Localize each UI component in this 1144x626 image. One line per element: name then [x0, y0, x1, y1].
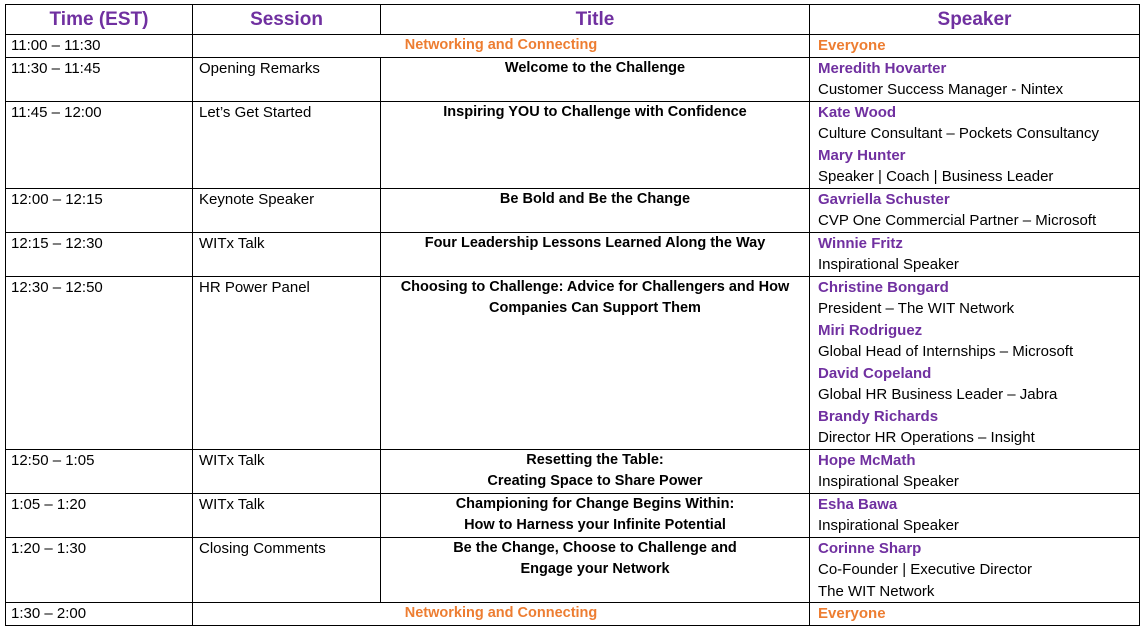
table-row — [6, 57, 1140, 101]
speaker-cell — [810, 188, 1140, 232]
speaker-name: Esha Bawa — [818, 495, 898, 513]
title-line: Be Bold and Be the Change — [499, 190, 691, 207]
title-cell — [381, 493, 810, 537]
title-cell: Networking and Connecting — [193, 603, 810, 626]
title-line: Welcome to the Challenge — [504, 59, 686, 76]
time-cell: 1:20 – 1:30 — [6, 537, 193, 603]
time-cell: 12:15 – 12:30 — [6, 232, 193, 276]
title-cell — [381, 101, 810, 188]
title-line: How to Harness your Infinite Potential — [464, 517, 726, 533]
session-cell: Keynote Speaker — [193, 188, 381, 232]
speaker-role: Customer Success Manager - Nintex — [818, 81, 1064, 98]
speaker-role: Global Head of Internships – Microsoft — [818, 343, 1074, 360]
table-row — [6, 35, 1140, 58]
table-row — [6, 493, 1140, 537]
speaker-cell — [810, 537, 1140, 603]
speaker-cell — [810, 449, 1140, 493]
title-line: Companies Can Support Them — [489, 300, 701, 316]
title-line: Be the Change, Choose to Challenge and — [453, 539, 737, 556]
time-cell: 12:30 – 12:50 — [6, 276, 193, 449]
header-time: Time (EST) — [6, 5, 193, 35]
speaker-role: The WIT Network — [818, 582, 935, 600]
speaker-cell — [810, 276, 1140, 449]
title-line: Championing for Change Begins Within: — [455, 495, 735, 512]
table-row — [6, 276, 1140, 449]
title-line: Engage your Network — [520, 561, 670, 577]
speaker-name: Kate Wood — [818, 103, 897, 121]
title-cell: Networking and Connecting — [193, 35, 810, 58]
speaker-name: Winnie Fritz — [818, 234, 903, 252]
speaker-name: Mary Hunter — [818, 146, 906, 164]
speaker-cell — [810, 232, 1140, 276]
header-row — [6, 5, 1140, 35]
speaker-name: Gavriella Schuster — [818, 190, 950, 208]
speaker-name: Miri Rodriguez — [818, 321, 923, 339]
speaker-name: Brandy Richards — [818, 407, 939, 425]
title-cell — [381, 276, 810, 449]
speaker-cell — [810, 57, 1140, 101]
speaker-name: Everyone — [818, 37, 886, 54]
title-cell — [381, 232, 810, 276]
table-row — [6, 101, 1140, 188]
agenda-table — [5, 4, 1140, 626]
speaker-name: Corinne Sharp — [818, 539, 922, 557]
title-line: Choosing to Challenge: Advice for Challengers and How — [400, 278, 790, 295]
session-cell: HR Power Panel — [193, 276, 381, 449]
table-row — [6, 449, 1140, 493]
table-row — [6, 232, 1140, 276]
speaker-name: David Copeland — [818, 364, 932, 382]
speaker-role: CVP One Commercial Partner – Microsoft — [818, 212, 1097, 229]
session-cell: Closing Comments — [193, 537, 381, 603]
speaker-role: Inspirational Speaker — [818, 517, 959, 534]
title-cell — [381, 537, 810, 603]
speaker-role: Culture Consultant – Pockets Consultancy — [818, 125, 1099, 142]
table-row — [6, 537, 1140, 603]
header-session: Session — [193, 5, 381, 35]
speaker-cell — [810, 493, 1140, 537]
title-cell — [381, 188, 810, 232]
speaker-role: Inspirational Speaker — [818, 256, 959, 273]
time-cell: 11:45 – 12:00 — [6, 101, 193, 188]
table-row — [6, 603, 1140, 626]
speaker-role: Director HR Operations – Insight — [818, 429, 1035, 446]
time-cell: 1:05 – 1:20 — [6, 493, 193, 537]
title-cell — [381, 449, 810, 493]
session-cell: WITx Talk — [193, 493, 381, 537]
session-cell: Opening Remarks — [193, 57, 381, 101]
session-cell: Let’s Get Started — [193, 101, 381, 188]
title-line: Creating Space to Share Power — [487, 473, 703, 489]
time-cell: 1:30 – 2:00 — [6, 603, 193, 626]
header-speaker: Speaker — [810, 5, 1140, 35]
time-cell: 12:00 – 12:15 — [6, 188, 193, 232]
table-row — [6, 188, 1140, 232]
session-cell: WITx Talk — [193, 232, 381, 276]
title-cell — [381, 57, 810, 101]
time-cell: 12:50 – 1:05 — [6, 449, 193, 493]
speaker-role: Global HR Business Leader – Jabra — [818, 386, 1058, 403]
speaker-role: Inspirational Speaker — [818, 473, 959, 490]
speaker-role: President – The WIT Network — [818, 300, 1015, 317]
title-line: Four Leadership Lessons Learned Along the Way — [424, 234, 766, 251]
speaker-role: Co-Founder | Executive Director — [818, 561, 1032, 578]
session-cell: WITx Talk — [193, 449, 381, 493]
speaker-name: Christine Bongard — [818, 278, 949, 296]
speaker-cell — [810, 101, 1140, 188]
title-line: Inspiring YOU to Challenge with Confidence — [443, 103, 747, 120]
header-title: Title — [381, 5, 810, 35]
time-cell: 11:00 – 11:30 — [6, 35, 193, 58]
speaker-name: Everyone — [818, 605, 886, 622]
speaker-name: Hope McMath — [818, 451, 916, 469]
title-line: Resetting the Table: — [526, 451, 664, 468]
speaker-cell — [810, 35, 1140, 58]
time-cell: 11:30 – 11:45 — [6, 57, 193, 101]
speaker-role: Speaker | Coach | Business Leader — [818, 168, 1054, 185]
speaker-cell — [810, 603, 1140, 626]
speaker-name: Meredith Hovarter — [818, 59, 947, 77]
